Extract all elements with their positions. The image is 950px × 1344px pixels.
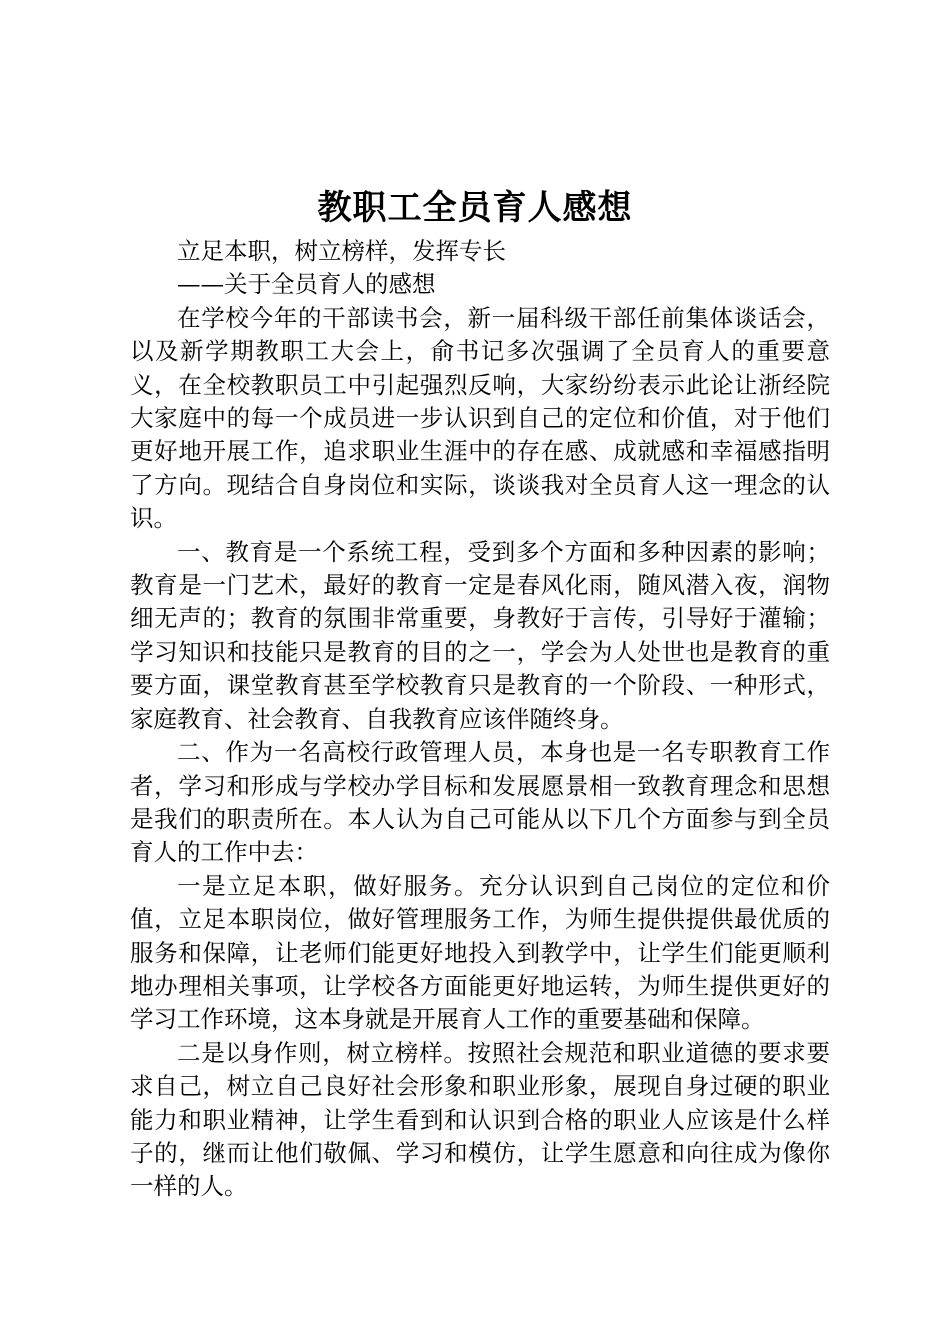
subtitle-subline: ——关于全员育人的感想 <box>177 270 436 299</box>
body-paragraph: 二是以身作则，树立榜样。按照社会规范和职业道德的要求要求自己，树立自己良好社会形象和职业形象，展现自身过硬的职业能力和职业精神，让学生看到和认识到合格的职业人应该是什么样子的，继而让他们敬佩、学习和模仿，让学生愿意和向往成为像你一样的人。 <box>130 1038 830 1201</box>
body-paragraph: 一是立足本职，做好服务。充分认识到自己岗位的定位和价值，立足本职岗位，做好管理服务工作，为师生提供提供最优质的服务和保障，让老师们能更好地投入到教学中，让学生们能更顺利地办理相关事项，让学校各方面能更好地运转，为师生提供更好的学习工作环境，这本身就是开展育人工作的重要基础和保障。 <box>130 871 830 1034</box>
subtitle-line: 立足本职，树立榜样，发挥专长 <box>177 237 506 265</box>
document-title: 教职工全员育人感想 <box>317 188 633 228</box>
body-paragraph: 一、教育是一个系统工程，受到多个方面和多种因素的影响；教育是一门艺术，最好的教育一定是春风化雨，随风潜入夜，润物细无声的；教育的氛围非常重要，身教好于言传，引导好于灌输；学习知识和技能只是教育的目的之一，学会为人处世也是教育的重要方面，课堂教育甚至学校教育只是教育的一个阶段、一种形式，家庭教育、社会教育、自我教育应该伴随终身。 <box>130 537 830 733</box>
document-body <box>130 235 830 1204</box>
body-paragraph: 在学校今年的干部读书会，新一届科级干部任前集体谈话会，以及新学期教职工大会上，俞书记多次强调了全员育人的重要意义，在全校教职员工中引起强烈反响，大家纷纷表示此论让浙经院大家庭中的每一个成员进一步认识到自己的定位和价值，对于他们更好地开展工作，追求职业生涯中的存在感、成就感和幸福感指明了方向。现结合自身岗位和实际，谈谈我对全员育人这一理念的认识。 <box>130 303 830 533</box>
body-paragraph: 二、作为一名高校行政管理人员，本身也是一名专职教育工作者，学习和形成与学校办学目标和发展愿景相一致教育理念和思想是我们的职责所在。本人认为自己可能从以下几个方面参与到全员育人的工作中去： <box>130 738 830 867</box>
